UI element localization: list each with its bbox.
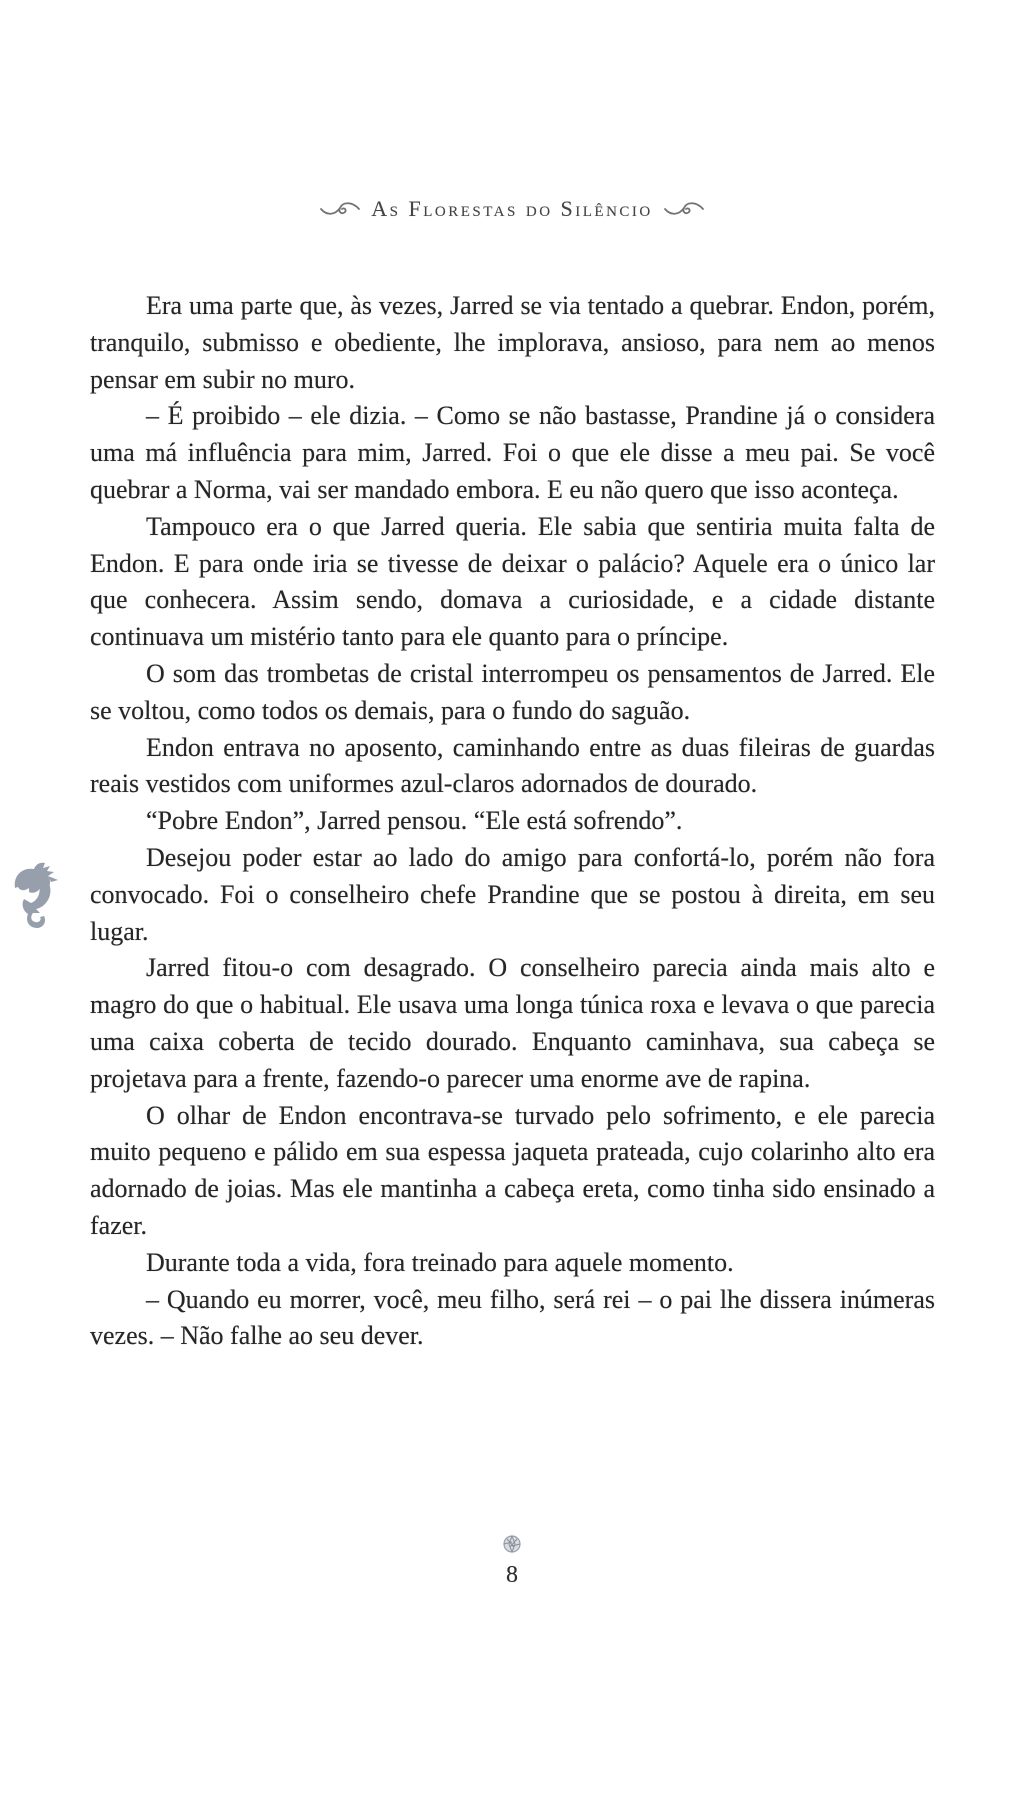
gem-ornament-icon	[502, 1534, 522, 1554]
dragon-icon	[12, 858, 66, 934]
paragraph: – É proibido – ele dizia. – Como se não bastasse, Prandine já o considera uma má influência para mim, Jarred. Foi o que ele disse a meu pai. Se você quebrar a Norma, vai ser mandado embora. E eu não quero que isso aconteça.	[90, 401, 935, 504]
paragraph: O olhar de Endon encontrava-se turvado pelo sofrimento, e ele parecia muito pequeno e pálido em sua espessa jaqueta prateada, cujo colarinho alto era adornado de joias. Mas ele mantinha a cabeça ereta, como tinha sido ensinado a fazer.	[90, 1100, 935, 1240]
paragraph: “Pobre Endon”, Jarred pensou. “Ele está sofrendo”.	[146, 806, 683, 836]
paragraph: Durante toda a vida, fora treinado para aquele momento.	[146, 1247, 734, 1277]
page-number: 8	[506, 1562, 518, 1588]
paragraph: Era uma parte que, às vezes, Jarred se via tentado a quebrar. Endon, porém, tranquilo, submisso e obediente, lhe implorava, ansioso, para nem ao menos pensar em subir no muro.	[90, 291, 935, 394]
flourish-icon	[319, 201, 361, 217]
paragraph: – Quando eu morrer, você, meu filho, será rei – o pai lhe dissera inúmeras vezes. – Não falhe ao seu dever.	[90, 1284, 935, 1351]
paragraph: Endon entrava no aposento, caminhando entre as duas fileiras de guardas reais vestidos com uniformes azul-claros adornados de dourado.	[90, 732, 935, 799]
page-text-block	[90, 288, 935, 1355]
flourish-icon	[663, 201, 705, 217]
paragraph: Jarred fitou-o com desagrado. O conselheiro parecia ainda mais alto e magro do que o habitual. Ele usava uma longa túnica roxa e levava o que parecia uma caixa coberta de tecido dourado. Enquanto caminhava, sua cabeça se projetava para a frente, fazendo-o parecer uma enorme ave de rapina.	[90, 953, 935, 1093]
chapter-running-title: As Florestas do Silêncio	[371, 196, 653, 221]
paragraph: O som das trombetas de cristal interrompeu os pensamentos de Jarred. Ele se voltou, como todos os demais, para o fundo do saguão.	[90, 658, 935, 725]
paragraph: Desejou poder estar ao lado do amigo para confortá-lo, porém não fora convocado. Foi o conselheiro chefe Prandine que se postou à direita, em seu lugar.	[90, 842, 935, 946]
running-header	[0, 196, 1024, 222]
paragraph: Tampouco era o que Jarred queria. Ele sabia que sentiria muita falta de Endon. E para onde iria se tivesse de deixar o palácio? Aquele era o único lar que conhecera. Assim sendo, domava a curiosidade, e a cidade distante continuava um mistério tanto para ele quanto para o príncipe.	[90, 511, 935, 652]
